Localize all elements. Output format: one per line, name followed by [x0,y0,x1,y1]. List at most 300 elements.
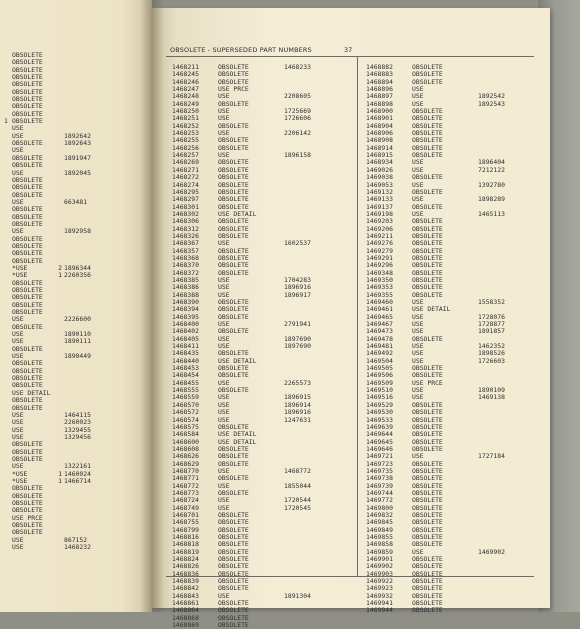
part-number: 1468255 [172,136,199,145]
part-number: 1469721 [366,452,393,461]
status: OBSOLETE [12,73,43,82]
part-number: 1468246 [172,77,199,86]
status: OBSOLETE [218,444,249,453]
status: OBSOLETE [412,577,443,586]
replacement-number: 1558352 [478,298,505,306]
status: OBSOLETE [12,308,43,317]
parts-column-right [366,64,518,615]
status: USE [412,320,424,329]
table-row [172,622,324,629]
part-number: 1469276 [366,239,393,248]
status: *USE 1 [12,271,63,280]
replacement-number: 1891947 [64,153,91,162]
replacement-number: 2260023 [64,418,91,427]
status: OBSOLETE [218,202,249,211]
status: USE [218,481,230,490]
status: USE [412,298,424,306]
status: OBSOLETE [12,521,43,529]
part-number: 1468297 [172,195,199,204]
part-number: 1469922 [366,577,393,586]
status: USE [218,92,230,101]
replacement-number: 1897690 [284,334,311,343]
part-number: 1468357 [172,246,199,255]
part-number: 1469211 [366,231,393,240]
status: OBSOLETE [12,366,43,375]
part-number: 1468559 [172,393,199,402]
status: USE [218,393,230,402]
part-number: 1469481 [366,342,393,351]
part-number: 1469492 [366,349,393,358]
status: OBSOLETE [12,293,43,302]
status: OBSOLETE [12,440,43,449]
status: OBSOLETE [412,591,443,600]
status: USE [12,131,24,140]
status: USE [218,466,230,475]
status: *USE 1 [12,476,63,485]
part-number: 1469038 [366,173,393,182]
status: OBSOLETE [412,533,443,541]
status: OBSOLETE [218,510,249,519]
status: USE [12,315,24,324]
part-number: 1468257 [172,151,199,160]
part-number: 1469859 [366,547,393,556]
status: OBSOLETE [412,334,443,343]
replacement-number: 2226600 [64,315,91,324]
part-number: 1468394 [172,305,199,314]
status: USE [412,356,424,365]
part-number: 1468295 [172,187,199,196]
part-number: 1469026 [366,165,393,174]
column-divider [357,56,358,576]
part-number: 1468390 [172,298,199,306]
status: USE [218,320,230,329]
part-number: 1468749 [172,503,199,512]
status: USE PRCE [12,513,43,522]
part-number: 1468402 [172,327,199,336]
part-number: 1468574 [172,415,199,424]
replacement-number: 1896915 [284,393,311,402]
status: USE [12,425,24,434]
part-number: 1468385 [172,275,199,284]
status: OBSOLETE [218,577,249,586]
status: OBSOLETE [12,498,43,507]
replacement-number: 1466714 [64,476,91,485]
status: OBSOLETE [12,95,43,104]
part-number: 1468843 [172,591,199,600]
status: OBSOLETE [12,153,43,162]
part-number: 1468898 [366,99,393,108]
part-number: 1468824 [172,555,199,564]
replacement-number: 1725669 [284,107,311,116]
status: USE [12,535,24,544]
part-number: 1468572 [172,408,199,417]
status: OBSOLETE [12,234,43,243]
status: USE [412,452,424,461]
replacement-number: 1897690 [284,342,311,351]
status: OBSOLETE [12,190,43,199]
status: USE [218,496,230,505]
part-number: 1469849 [366,525,393,534]
status: OBSOLETE [218,231,249,240]
part-number: 1469735 [366,466,393,475]
part-number: 1468302 [172,209,199,218]
table-row [172,615,324,622]
replacement-number: 1728076 [478,312,505,321]
status: USE [12,543,24,552]
status: OBSOLETE [412,518,443,527]
status: USE [412,209,424,218]
part-number: 1468370 [172,261,199,270]
part-number: 1469509 [366,378,393,387]
part-number: 1468251 [172,114,199,123]
part-number: 1468897 [366,92,393,101]
status: OBSOLETE [412,107,443,116]
part-number: 1468575 [172,422,199,431]
part-number: 1469198 [366,209,393,218]
part-number: 1468799 [172,525,199,534]
replacement-number: 1329455 [64,425,91,434]
status: OBSOLETE [218,261,249,270]
part-number: 1469350 [366,275,393,284]
replacement-number: 2265573 [284,378,311,387]
replacement-number: 1890449 [64,352,91,361]
replacement-number: 1728877 [478,320,505,329]
part-number: 1468395 [172,312,199,321]
part-number: 1468772 [172,481,199,490]
status: USE [12,352,24,361]
replacement-number: 2260356 [64,271,91,280]
replacement-number: 1896158 [284,151,311,160]
status: OBSOLETE [12,161,43,170]
replacement-number: 1892045 [64,168,91,177]
status: OBSOLETE [218,613,249,622]
status: USE [12,337,24,346]
part-number: 1469845 [366,518,393,527]
status: OBSOLETE [12,300,43,309]
status: USE [412,327,424,336]
status: OBSOLETE [218,518,249,527]
status: OBSOLETE [218,488,249,497]
status: OBSOLETE [412,459,443,468]
part-number: 1469353 [366,283,393,292]
status: OBSOLETE [412,503,443,512]
status: USE [218,408,230,417]
part-number: 1469505 [366,364,393,373]
part-number: 1469529 [366,400,393,409]
part-number: 1469504 [366,356,393,365]
replacement-number: 1468772 [284,466,311,475]
status: USE [412,99,424,108]
status: OBSOLETE [218,621,249,629]
part-number: 1468819 [172,547,199,556]
replacement-number: 1465113 [478,209,505,218]
part-number: 1468248 [172,92,199,101]
status: OBSOLETE [412,400,443,409]
part-number: 1468269 [172,158,199,167]
part-number: 1469530 [366,408,393,417]
replacement-number: 1468232 [64,543,91,552]
part-number: 1468555 [172,386,199,395]
status: OBSOLETE [412,415,443,424]
header-rule [166,56,534,57]
part-number: 1468908 [366,136,393,145]
status: OBSOLETE [218,459,249,468]
part-number: 1468253 [172,129,199,138]
part-number: 1469516 [366,393,393,402]
part-number: 1469465 [366,312,393,321]
status: OBSOLETE [412,466,443,475]
part-number: 1469467 [366,320,393,329]
status: USE [412,195,424,204]
status: OBSOLETE [412,121,443,130]
part-number: 1469902 [366,562,393,571]
page-title: OBSOLETE - SUPERSEDED PART NUMBERS [170,46,312,54]
part-number: 1468584 [172,430,199,439]
part-number: 1468455 [172,378,199,387]
status: OBSOLETE [12,212,43,221]
status: OBSOLETE [412,253,443,262]
status: *USE 2 [12,263,63,272]
status: OBSOLETE [12,58,43,67]
replacement-number: 1462352 [478,342,505,351]
replacement-number: 1890109 [478,386,505,395]
part-number: 1468701 [172,510,199,519]
part-number: 1468249 [172,99,199,108]
status: OBSOLETE [12,359,43,368]
status: USE DETAIL [218,356,257,365]
replacement-number: 1602537 [284,239,311,248]
replacement-number: 2791941 [284,320,311,329]
status: OBSOLETE [218,562,249,571]
status: USE [218,591,230,600]
part-number: 1468272 [172,173,199,182]
part-number: 1469901 [366,555,393,564]
part-number: 1469772 [366,496,393,505]
part-number: 1468883 [366,70,393,79]
status: USE [412,165,424,174]
status: USE [218,503,230,512]
status: OBSOLETE [12,374,43,383]
status: OBSOLETE [12,205,43,214]
status: OBSOLETE [412,444,443,453]
part-number: 1468367 [172,239,199,248]
status: USE DETAIL [12,388,51,397]
part-number: 1468211 [172,63,199,71]
replacement-number: 1726606 [284,114,311,123]
status: OBSOLETE [412,290,443,299]
status: OBSOLETE [218,77,249,86]
status: OBSOLETE [412,606,443,615]
status: OBSOLETE [218,143,249,152]
replacement-number: 1704283 [284,275,311,284]
part-number: 1468882 [366,63,393,71]
part-number: 1468773 [172,488,199,497]
part-number: 1469132 [366,187,393,196]
status: USE [412,158,424,167]
status: OBSOLETE [218,70,249,79]
status: USE DETAIL [218,430,257,439]
status: USE DETAIL [218,209,257,218]
status: OBSOLETE [12,396,43,405]
replacement-number: 1322161 [64,462,91,471]
replacement-number: 1247631 [284,415,311,424]
part-number: 1469944 [366,606,393,615]
status: USE [218,151,230,160]
part-number: 1469639 [366,422,393,431]
status: OBSOLETE [12,381,43,390]
status: *USE 1 [12,469,63,478]
replacement-number: 1896917 [284,290,311,299]
replacement-number: 7212122 [478,165,505,174]
part-number: 1468453 [172,364,199,373]
status: OBSOLETE [218,217,249,226]
status: USE [12,197,24,206]
status: OBSOLETE [218,584,249,593]
part-number: 1469206 [366,224,393,233]
status: OBSOLETE [218,195,249,204]
part-number: 1469645 [366,437,393,446]
status: OBSOLETE [12,491,43,500]
status: OBSOLETE [12,102,43,111]
part-number: 1468861 [172,599,199,608]
status: OBSOLETE [412,525,443,534]
status: USE [12,168,24,177]
status: USE [218,334,230,343]
status: OBSOLETE [412,275,443,284]
status: OBSOLETE [412,496,443,505]
part-number: 1469646 [366,444,393,453]
status: OBSOLETE [12,117,43,126]
status: OBSOLETE [218,268,249,277]
status: USE [412,92,424,101]
part-number: 1468252 [172,121,199,130]
replacement-number: 1891857 [478,327,505,336]
part-number: 1468608 [172,444,199,453]
status: OBSOLETE [218,364,249,373]
status: OBSOLETE [218,298,249,306]
part-number: 1468271 [172,165,199,174]
status: OBSOLETE [218,136,249,145]
part-number: 1469644 [366,430,393,439]
status: OBSOLETE [218,452,249,461]
replacement-number: 1720545 [284,503,311,512]
part-number: 1469941 [366,599,393,608]
status: USE PRCE [218,85,249,94]
status: USE [12,146,24,155]
gutter-shadow [140,0,164,612]
replacement-number: 2206142 [284,129,311,138]
status: OBSOLETE [412,224,443,233]
part-number: 1469923 [366,584,393,593]
status: OBSOLETE [12,219,43,228]
table-row [4,544,104,551]
status: USE [218,283,230,292]
status: OBSOLETE [12,175,43,184]
part-number: 1468326 [172,231,199,240]
status: OBSOLETE [12,286,43,294]
left-page-column [4,52,104,551]
status: OBSOLETE [218,371,249,380]
status: USE [218,129,230,138]
part-number: 1468256 [172,143,199,152]
status: OBSOLETE [12,109,43,118]
status: OBSOLETE [12,278,43,287]
replacement-number: 1896916 [284,283,311,292]
status: OBSOLETE [218,158,249,167]
replacement-number: 1460024 [64,469,91,478]
replacement-number: 1727184 [478,452,505,461]
replacement-number: 1892958 [64,227,91,236]
status: OBSOLETE [412,231,443,240]
part-number: 1468626 [172,452,199,461]
status: OBSOLETE [412,129,443,138]
part-number: 1469473 [366,327,393,336]
status: OBSOLETE [218,253,249,262]
part-number: 1469723 [366,459,393,468]
status: OBSOLETE [218,63,249,71]
part-number: 1468386 [172,283,199,292]
part-number: 1468868 [172,613,199,622]
status: OBSOLETE [218,99,249,108]
status: USE [412,312,424,321]
part-number: 1469133 [366,195,393,204]
part-number: 1468570 [172,400,199,409]
part-number: 1468274 [172,180,199,189]
status: OBSOLETE [218,327,249,336]
replacement-number: 1892543 [478,99,505,108]
replacement-number: 1720544 [284,496,311,505]
part-number: 1468900 [366,107,393,116]
status: OBSOLETE [412,599,443,608]
status: OBSOLETE [412,173,443,182]
status: OBSOLETE [218,606,249,615]
status: OBSOLETE [218,121,249,130]
part-number: 1469744 [366,488,393,497]
status: OBSOLETE [218,246,249,255]
replacement-number: 1469902 [478,547,505,556]
status: OBSOLETE [412,202,443,211]
part-number: 1469738 [366,474,393,483]
part-number: 1468724 [172,496,199,505]
part-number: 1469855 [366,533,393,541]
parts-column-left [172,64,324,629]
status: OBSOLETE [218,540,249,549]
status: OBSOLETE [12,256,43,265]
part-number: 1469858 [366,540,393,549]
status: OBSOLETE [412,217,443,226]
status: OBSOLETE [12,87,43,96]
status: OBSOLETE [218,547,249,556]
status: USE [218,107,230,116]
replacement-number: 1468233 [284,63,311,71]
status: OBSOLETE [12,528,43,537]
status: OBSOLETE [412,63,443,71]
part-number: 1469832 [366,510,393,519]
status: USE [218,114,230,123]
replacement-number: 1890110 [64,330,91,339]
part-number: 1469506 [366,371,393,380]
status: OBSOLETE [412,268,443,277]
status: OBSOLETE [218,533,249,541]
status: OBSOLETE [218,187,249,196]
status: OBSOLETE [412,70,443,79]
part-number: 1468301 [172,202,199,211]
status: OBSOLETE [218,599,249,608]
status: OBSOLETE [218,474,249,483]
status: OBSOLETE [12,80,43,89]
part-number: 1469510 [366,386,393,395]
replacement-number: 1898526 [478,349,505,358]
